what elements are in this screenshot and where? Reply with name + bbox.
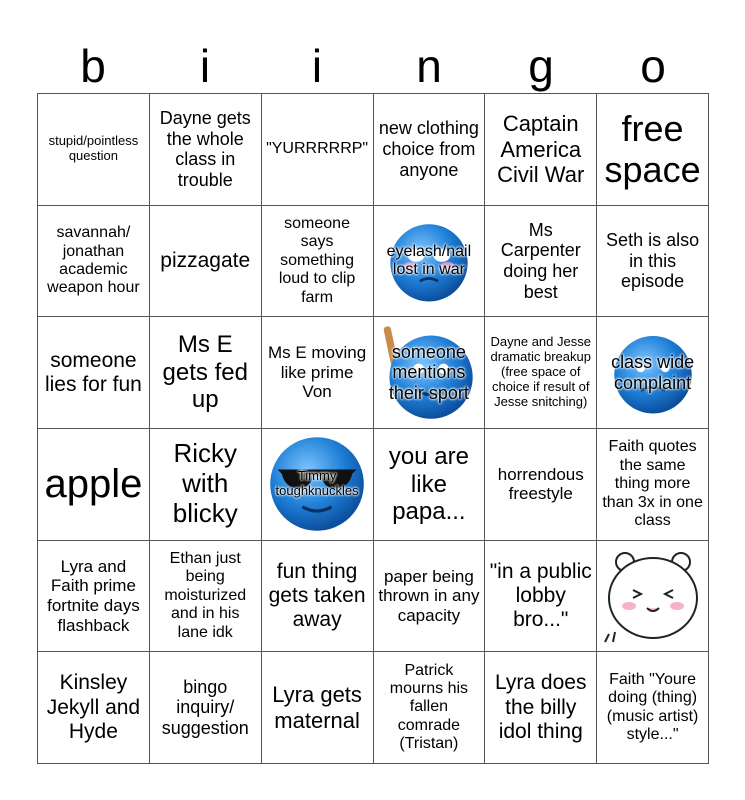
header-letter: b <box>80 40 106 92</box>
bingo-cell[interactable]: Timmy toughknuckles <box>262 429 374 541</box>
bingo-cell[interactable]: someone mentions their sport <box>374 317 486 429</box>
bingo-cell[interactable]: Faith quotes the same thing more than 3x in one class <box>597 429 709 541</box>
header-letter: n <box>416 40 442 92</box>
bingo-cell[interactable]: Ethan just being moisturized and in his lane idk <box>150 541 262 653</box>
bingo-cell[interactable]: pizzagate <box>150 206 262 318</box>
bingo-cell[interactable]: Lyra and Faith prime fortnite days flashback <box>38 541 150 653</box>
bingo-cell[interactable] <box>597 541 709 653</box>
bingo-cell[interactable]: Lyra does the billy idol thing <box>485 652 597 764</box>
bingo-cell[interactable]: Patrick mourns his fallen comrade (Tristan) <box>374 652 486 764</box>
bingo-cell[interactable]: you are like papa... <box>374 429 486 541</box>
bingo-cell[interactable]: class wide complaint <box>597 317 709 429</box>
bingo-cell[interactable]: Ms E moving like prime Von <box>262 317 374 429</box>
header-letter: i <box>311 40 323 92</box>
bingo-header <box>37 38 709 94</box>
bingo-cell[interactable]: someone lies for fun <box>38 317 150 429</box>
bingo-cell[interactable]: paper being thrown in any capacity <box>374 541 486 653</box>
bingo-cell[interactable]: Kinsley Jekyll and Hyde <box>38 652 150 764</box>
header-letter: i <box>199 40 211 92</box>
bingo-cell[interactable]: bingo inquiry/ suggestion <box>150 652 262 764</box>
bingo-cell[interactable]: savannah/ jonathan academic weapon hour <box>38 206 150 318</box>
bingo-cell[interactable]: stupid/pointless question <box>38 94 150 206</box>
bingo-cell[interactable]: Ms Carpenter doing her best <box>485 206 597 318</box>
cute-white-bear-icon <box>603 546 703 646</box>
bingo-cell[interactable]: "YURRRRRP" <box>262 94 374 206</box>
bingo-cell[interactable]: Ms E gets fed up <box>150 317 262 429</box>
bingo-cell[interactable]: Captain America Civil War <box>485 94 597 206</box>
bingo-cell[interactable]: apple <box>38 429 150 541</box>
bingo-cell[interactable]: Dayne gets the whole class in trouble <box>150 94 262 206</box>
bingo-cell[interactable]: eyelash/nail lost in war <box>374 206 486 318</box>
bingo-cell[interactable]: new clothing choice from anyone <box>374 94 486 206</box>
bingo-cell[interactable]: Ricky with blicky <box>150 429 262 541</box>
bingo-cell[interactable]: Dayne and Jesse dramatic breakup (free space of choice if result of Jesse snitching) <box>485 317 597 429</box>
bingo-grid <box>37 93 709 764</box>
bingo-cell[interactable]: free space <box>597 94 709 206</box>
bingo-cell[interactable]: fun thing gets taken away <box>262 541 374 653</box>
header-letter: o <box>640 40 666 92</box>
bingo-cell[interactable]: "in a public lobby bro..." <box>485 541 597 653</box>
header-letter: g <box>528 40 554 92</box>
bingo-cell[interactable]: someone says something loud to clip farm <box>262 206 374 318</box>
bingo-cell[interactable]: horrendous freestyle <box>485 429 597 541</box>
bingo-cell[interactable]: Lyra gets maternal <box>262 652 374 764</box>
bingo-cell[interactable]: Faith "Youre doing (thing) (music artist) style..." <box>597 652 709 764</box>
bingo-cell[interactable]: Seth is also in this episode <box>597 206 709 318</box>
